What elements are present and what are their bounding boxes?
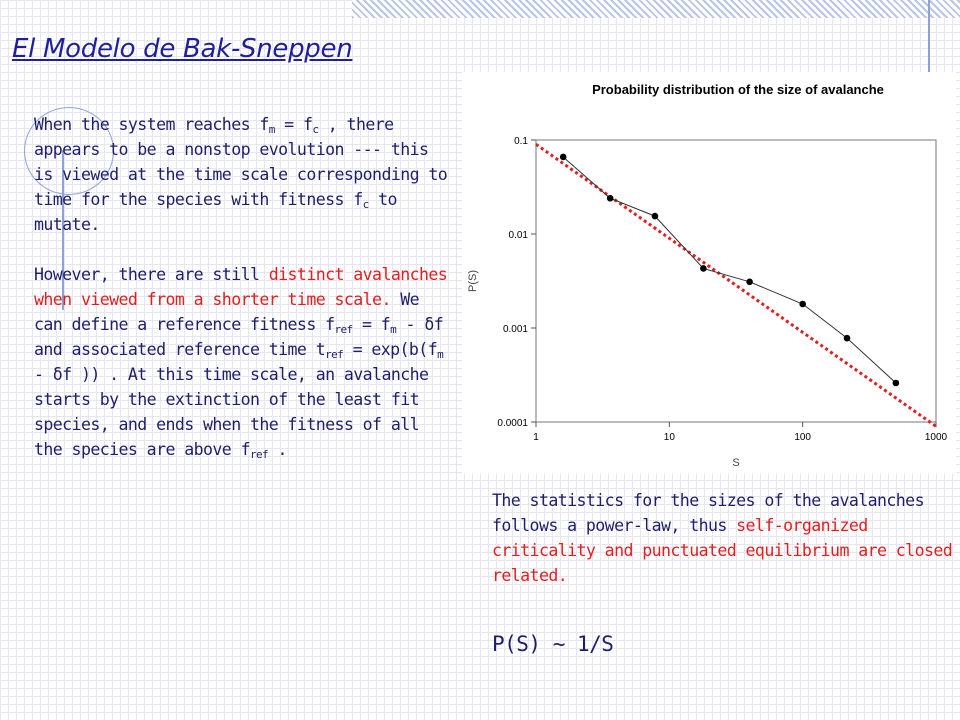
- paragraph-nonstop-evolution: When the system reaches $f_m = f_c$ , there appears to be a nonstop evolution --- this is viewed at the time scale corresponding to time for the species with fitness $f_c$ to mutate.: [34, 115, 448, 234]
- left-text-block: [34, 112, 452, 462]
- plot-area: [536, 140, 936, 422]
- x-tick-label-0: 1: [533, 432, 539, 443]
- y-tick-label-0: 0.1: [514, 136, 528, 147]
- x-tick-label-3: 1000: [924, 432, 948, 443]
- decorative-hatch-band: [352, 0, 960, 18]
- data-point: [652, 213, 659, 220]
- data-point: [844, 335, 851, 342]
- x-tick-label-1: 10: [663, 432, 675, 443]
- data-point: [607, 195, 614, 202]
- data-point: [746, 279, 753, 286]
- highlight-distinct-avalanches: distinct avalanches when viewed from a shorter time scale.: [34, 265, 448, 309]
- data-point: [560, 154, 567, 161]
- slide-title: El Modelo de Bak-Sneppen: [12, 34, 353, 64]
- paragraph-avalanches: However, there are still distinct avalanches when viewed from a shorter time scale. We can define a reference fitness $f_{ref} = f_m - \delta f$ and associated reference time $t_{ref} = \exp(b(f_m - \delta f$ )) . At this time scale, an avalanche starts by the extinction of the least fit species, and ends when the fitness of all the species are above $f_{ref}$ .: [34, 265, 448, 461]
- right-text-block: [492, 488, 958, 588]
- paragraph-power-law: The statistics for the sizes of the avalanches follows a power-law, thus self-organized criticality and punctuated equilibrium are closed related.: [492, 491, 953, 585]
- y-tick-label-1: 0.01: [508, 230, 528, 241]
- data-point: [893, 380, 900, 387]
- chart-container: [462, 72, 956, 474]
- power-law-formula: P(S) ~ 1/S: [492, 632, 614, 656]
- y-tick-label-3: 0.0001: [497, 418, 528, 429]
- x-tick-label-2: 100: [794, 432, 812, 443]
- chart-title: Probability distribution of the size of avalanche: [592, 82, 884, 97]
- y-tick-label-2: 0.001: [502, 324, 528, 335]
- data-point: [700, 265, 707, 272]
- highlight-soc: self-organized criticality and punctuated equilibrium are closed related.: [492, 516, 953, 585]
- decorative-vertical-line: [928, 0, 930, 80]
- y-axis-label: P(S): [467, 270, 479, 292]
- avalanche-distribution-chart: [462, 72, 956, 474]
- x-axis-label: S: [732, 457, 740, 469]
- data-point: [799, 301, 806, 308]
